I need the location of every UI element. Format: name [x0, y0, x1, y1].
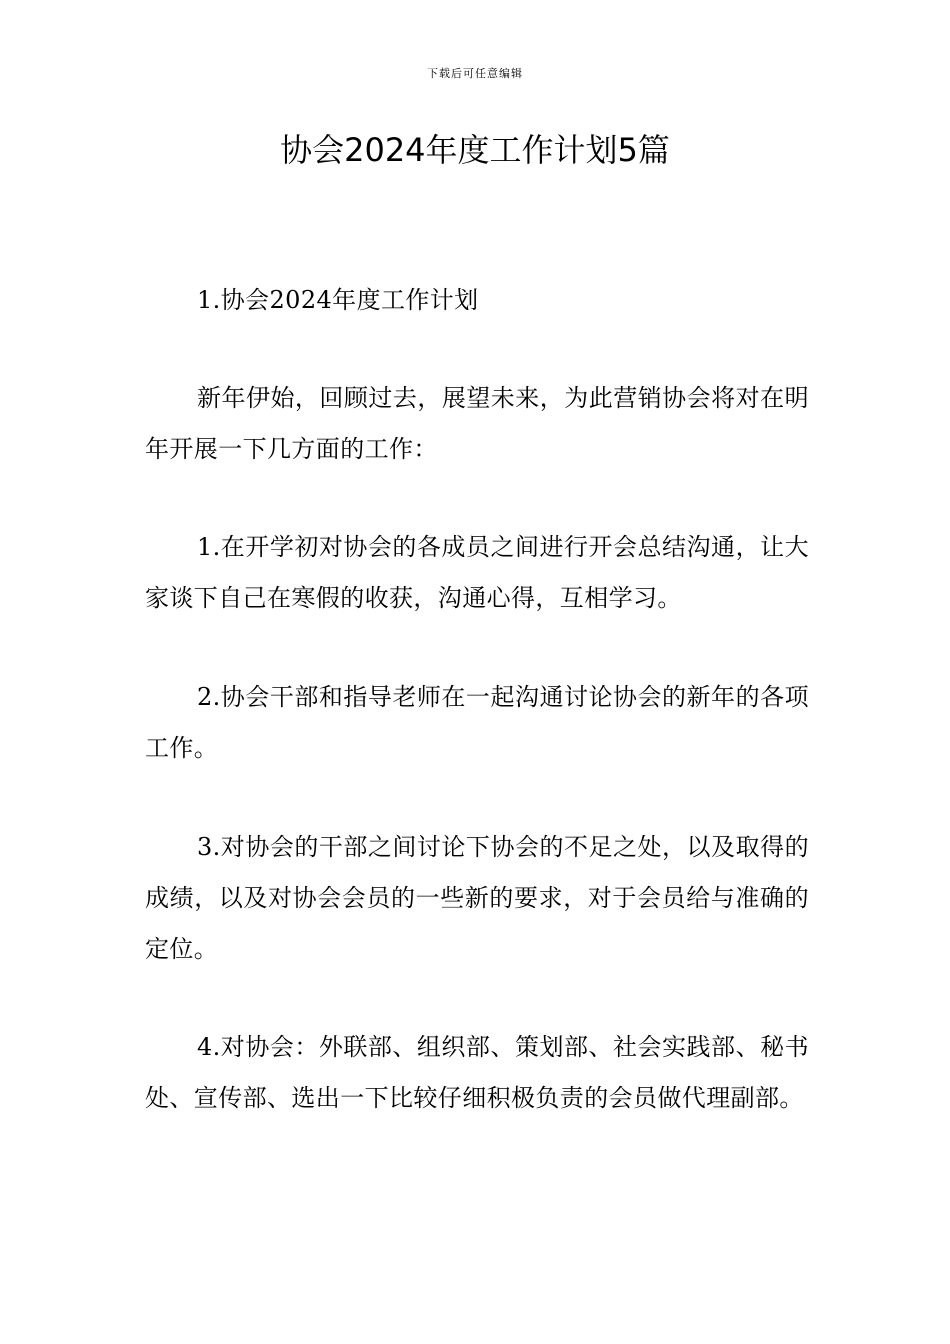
plan-item-2: 2.协会干部和指导老师在一起沟通讨论协会的新年的各项工作。 [145, 683, 809, 762]
plan-item-3: 3.对协会的干部之间讨论下协会的不足之处，以及取得的成绩，以及对协会会员的一些新的要求，对于会员给与准确的定位。 [145, 833, 809, 963]
plan-item-1: 1.在开学初对协会的各成员之间进行开会总结沟通，让大家谈下自己在寒假的收获，沟通心得，互相学习。 [145, 533, 809, 612]
document-title: 协会2024年度工作计划5篇 [280, 131, 670, 169]
section-heading: 1.协会2024年度工作计划 [197, 286, 479, 314]
intro-paragraph: 新年伊始，回顾过去，展望未来，为此营销协会将对在明年开展一下几方面的工作： [145, 384, 809, 463]
plan-item-4: 4.对协会：外联部、组织部、策划部、社会实践部、秘书处、宣传部、选出一下比较仔细积极负责的会员做代理副部。 [145, 1033, 809, 1112]
header-note: 下载后可任意编辑 [427, 67, 523, 80]
